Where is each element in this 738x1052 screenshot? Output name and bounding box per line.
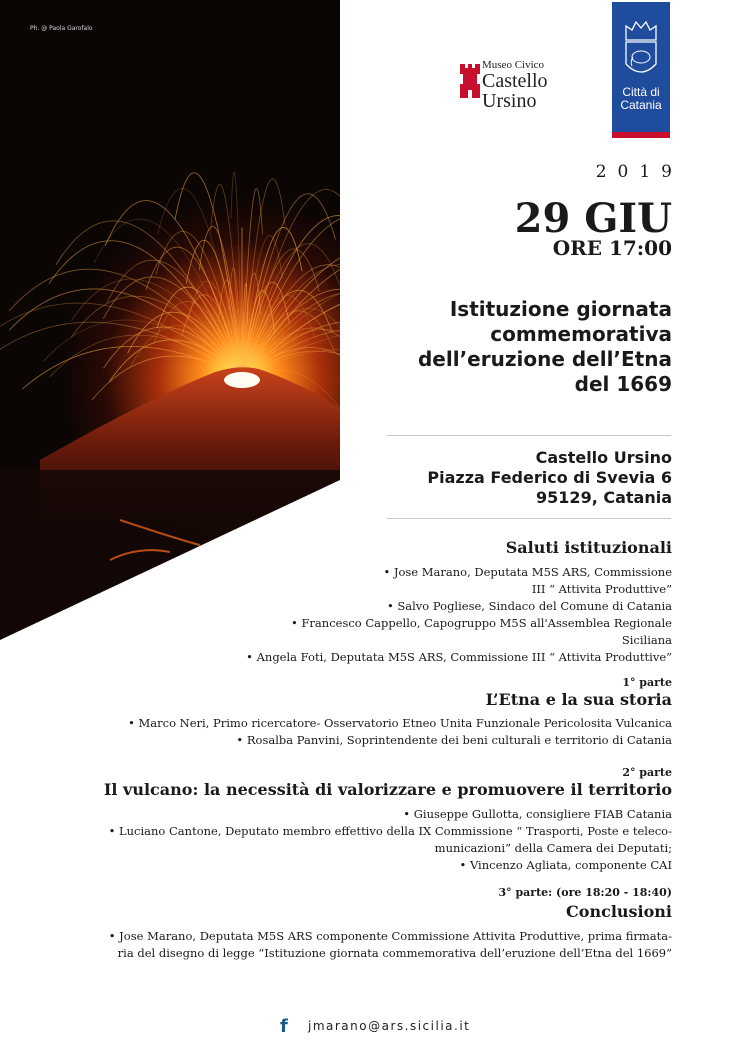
event-title-line: dell’eruzione dell’Etna (417, 347, 672, 371)
event-title-line: Istituzione giornata (449, 297, 672, 321)
parte1-heading: L’Etna e la sua storia (485, 690, 672, 709)
list-item: • Jose Marano, Deputata M5S ARS, Commissione (383, 565, 672, 579)
list-item: III “ Attivita Produttive” (531, 582, 672, 596)
event-title (418, 297, 672, 397)
list-item: • Jose Marano, Deputata M5S ARS componente Commissione Attivita Produttive, prima firmata- (108, 929, 672, 943)
facebook-icon[interactable]: f (280, 1016, 288, 1037)
event-time: ORE 17:00 (552, 236, 672, 260)
list-item: municazioni” della Camera dei Deputati; (434, 841, 672, 855)
list-item: • Vincenzo Agliata, componente CAI (459, 858, 672, 872)
event-year: 2019 (595, 162, 683, 182)
parte2-heading: Il vulcano: la necessità di valorizzare e promuovere il territorio (103, 780, 672, 799)
list-item: Siciliana (621, 633, 672, 647)
museum-logo-line1: Museo Civico (482, 59, 545, 71)
castle-icon (460, 64, 480, 98)
divider (387, 518, 671, 519)
list-item: ria del disegno di legge “Istituzione giornata commemorativa dell’eruzione dell’Etna del 1669” (117, 946, 672, 960)
venue-line: Castello Ursino (535, 448, 672, 467)
museum-logo-line2: Castello (482, 70, 548, 92)
event-title-line: del 1669 (574, 372, 672, 396)
city-logo-line1: Città di (622, 85, 660, 99)
venue-address (427, 448, 672, 508)
parte3-label: 3° parte: (ore 18:20 - 18:40) (498, 886, 672, 899)
list-item: • Angela Foti, Deputata M5S ARS, Commissione III “ Attivita Produttive” (246, 650, 672, 664)
list-item: • Giuseppe Gullotta, consigliere FIAB Catania (403, 807, 672, 821)
contact-email[interactable]: jmarano@ars.sicilia.it (308, 1019, 471, 1033)
parte3-list (109, 928, 672, 962)
list-item: • Francesco Cappello, Capogruppo M5S all'Assemblea Regionale (291, 616, 672, 630)
saluti-list (246, 564, 672, 666)
volcano-photo (0, 0, 340, 640)
parte2-list (109, 806, 672, 874)
list-item: • Rosalba Panvini, Soprintendente dei beni culturali e territorio di Catania (236, 733, 672, 747)
divider (387, 435, 671, 436)
city-logo-line2: Catania (620, 98, 662, 112)
photo-credit: Ph. @ Paola Garofalo (30, 25, 93, 32)
list-item: • Marco Neri, Primo ricercatore- Osservatorio Etneo Unita Funzionale Pericolosita Vulcanica (128, 716, 672, 730)
elephant-crest-icon (612, 2, 670, 86)
list-item: • Luciano Cantone, Deputato membro effettivo della IX Commissione “ Trasporti, Poste e teleco- (108, 824, 672, 838)
museum-logo-line3: Ursino (482, 90, 537, 112)
list-item: • Salvo Pogliese, Sindaco del Comune di Catania (386, 599, 672, 613)
venue-line: Piazza Federico di Svevia 6 (427, 468, 672, 487)
venue-line: 95129, Catania (536, 488, 672, 507)
saluti-heading: Saluti istituzionali (505, 538, 672, 557)
parte2-label: 2° parte (622, 766, 672, 779)
event-date: 29 GIU (514, 195, 672, 242)
museum-logo (460, 60, 570, 125)
parte1-list (128, 715, 672, 749)
parte1-label: 1° parte (622, 676, 672, 689)
event-title-line: commemorativa (490, 322, 672, 346)
city-logo (612, 2, 670, 138)
parte3-heading: Conclusioni (566, 902, 672, 921)
